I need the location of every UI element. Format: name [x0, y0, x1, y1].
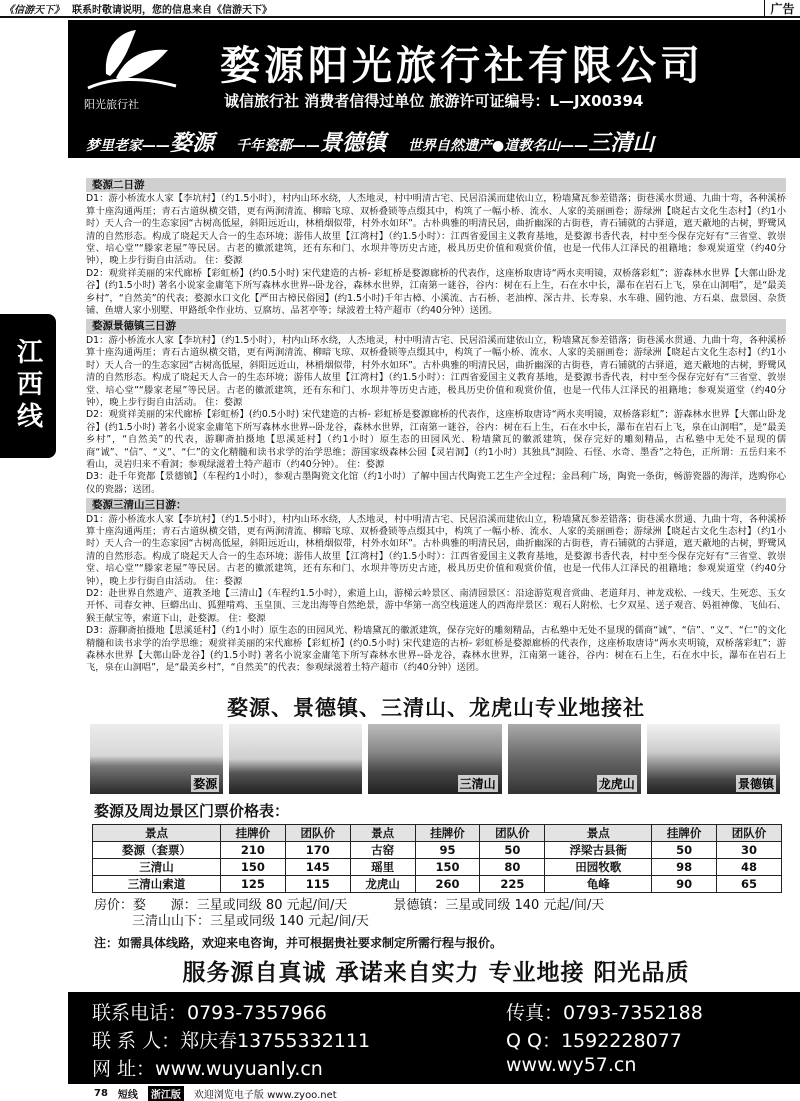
itinerary-day: D2：观赏祥美丽的宋代廊桥【彩虹桥】(约0.5小时) 宋代建造的古桥- 彩虹桥是婺源廊桥的代表作，这座桥取唐诗“两水夹明镜，双桥落彩虹”；游森林水世界【大鄣山卧龙谷】(约1.5小时) 著名小说家金庸笔下所写森林水世界--卧龙谷，森林水世界，江南第一谜谷，谷内：树在石上生，石在水中长，瀑布在岩石上飞，泉在山洞唱”，是“最美乡村”，“自然美”的代表，游聊斋拍摄地【思溪延村】（约1小时）原生态的田园风光、粉墙黛瓦的徽派建筑，保存完好的雕刻精品，古私塾中无处不显现的儒商“诚”、“信”、“义”、“仁”的文化精髓和读书求学的治学思维；游国家级森林公园【灵岩洞】（约1小时）其独具“洞险、石怪、水奇、墨香”之特色，正所谓：五岳归来不看山，灵岩归来不看洞；参观绿滋着土特产超市（约40分钟）。 住：婺源 — [86, 409, 786, 470]
brand-name: 阳光旅行社 — [84, 98, 139, 111]
photo-jingdezhen — [647, 724, 780, 794]
slogan-prefix-3: 世界自然遗产●道教名山—— — [408, 138, 589, 154]
table-cell: 50 — [652, 842, 717, 859]
photo-caption: 龙虎山 — [598, 777, 635, 791]
photo-caption: 婺源 — [193, 777, 218, 791]
footer-section: 短线 — [117, 1090, 138, 1101]
table-cell: 浮梁古县衙 — [545, 842, 652, 859]
slogan-prefix-2: 千年瓷都—— — [236, 138, 321, 154]
table-header: 景点 — [350, 825, 415, 842]
table-cell: 225 — [480, 876, 545, 893]
itinerary-day: D1：游小桥流水人家【李坑村】（约1.5小时），村内山环水绕，人杰地灵，村中明清古宅、民居沿溪而建依山立，粉墙黛瓦参差错落；街巷溪水贯通、九曲十弯，各种溪桥算十座沟通两厓；青石古道纵横交错，更有两涧清流、柳暗飞琼、双桥叠锁等点缀其中，构筑了一幅小桥、流水、人家的美丽画卷；游绿洲【晓起古文化生态村】（约1小时）天人合一的生态家园“古树高低屋，斜阳远近山，林梢烟似带，村外水如环”。古朴典雅的明清民居，曲折幽深的古街巷，青石铺就的古驿道，遮天蔽地的古树，野鹭风清的自然形态。构成了晓起天人合一的生态环境；游伟人故里【江湾村】（约1.5小时）：江西省爱国主义教育基地，是婺源书香代表，村中至今保存完好有“三省堂、敦崇堂、培心堂”“滕家老屋”等民居。古老的徽派建筑，还有东和门、水坝井等历史古迹，极具历史价值和观赏价值，也是一代伟人江泽民的祖籍地；参观炭道堂（约40分钟），晚上步行街自由活动。 住：婺源 — [86, 334, 786, 408]
slogan-sanqingshan: 三清山 — [588, 130, 655, 156]
table-cell: 150 — [220, 859, 285, 876]
contact-qq[interactable]: Q Q：1592228077 — [506, 1030, 682, 1052]
table-header: 团队价 — [285, 825, 350, 842]
photo-sanqingshan — [368, 724, 501, 794]
scenic-photos — [90, 724, 780, 794]
contact-person[interactable]: 联 系 人：郑庆春13755332111 — [92, 1030, 371, 1052]
table-cell: 260 — [415, 876, 480, 893]
table-header: 团队价 — [717, 825, 782, 842]
photo-caption: 景德镇 — [738, 777, 775, 791]
itinerary-day: D1：游小桥流水人家【李坑村】（约1.5小时），村内山环水绕，人杰地灵，村中明清古宅、民居沿溪而建依山立，粉墙黛瓦参差错落；街巷溪水贯通、九曲十弯，各种溪桥算十座沟通两厓；青石古道纵横交错，更有两涧清流、柳暗飞琼、双桥叠锁等点缀其中，构筑了一幅小桥、流水、人家的美丽画卷；游绿洲【晓起古文化生态村】（约1小时）天人合一的生态家园“古树高低屋，斜阳远近山，林梢烟似带，村外水如环”。古朴典雅的明清民居，曲折幽深的古街巷，青石铺就的古驿道，遮天蔽地的古树，野鹭风清的自然形态。构成了晓起天人合一的生态环境；游伟人故里【江湾村】（约1.5小时）：江西省爱国主义教育基地，是婺源书香代表，村中至今保存完好有“三省堂、敦崇堂、培心堂”“滕家老屋”等民居。古老的徽派建筑，还有东和门、水坝井等历史古迹，极具历史价值和观赏价值，也是一代伟人江泽民的祖籍地；参观炭道堂（约40分钟），晚上步行街自由活动。 住：婺源 — [86, 193, 786, 267]
photo-caption: 三清山 — [459, 777, 496, 791]
table-cell: 98 — [652, 859, 717, 876]
contact-notice: 联系时敬请说明，您的信息来自《信游天下》 — [72, 4, 272, 16]
table-cell: 170 — [285, 842, 350, 859]
itinerary-day: D2：赴世界自然遗产、道教圣地【三清山】（车程约1.5小时），索道上山，游梯云岭景区、南清园景区：沿途游览观音赏曲、老道拜月、神龙戏松、一线天、生死恋、玉女开怀、司春女神、巨蟒出山、狐狸啃鸡、玉皇顶、三龙出海等自然绝景，游中华第一高空栈道迷人的西海岸景区：观石人附松、七夕双星、送子观音、妈祖神像、飞仙石、猴王献宝等，索道下山，赴婺源。 住：婺源 — [86, 588, 786, 624]
service-slogan: 服务源自真诚 承诺来自实力 专业地接 阳光品质 — [182, 960, 690, 986]
slogan-wuyuan: 婺源 — [170, 130, 215, 156]
table-cell: 65 — [717, 876, 782, 893]
hotel-price-sanqingshan: 三清山山下：三星或同级 140 元起/间/天 — [132, 914, 369, 929]
hotel-prices — [94, 898, 604, 930]
company-header — [68, 20, 800, 122]
table-cell: 90 — [652, 876, 717, 893]
edition-badge: 浙江版 — [148, 1086, 184, 1101]
contact-panel — [68, 992, 800, 1084]
table-header: 团队价 — [480, 825, 545, 842]
region-side-tab: 江西线 — [0, 314, 56, 458]
table-cell: 瑶里 — [350, 859, 415, 876]
table-cell: 龟峰 — [545, 876, 652, 893]
itinerary-day: D2：观赏祥美丽的宋代廊桥【彩虹桥】(约0.5小时) 宋代建造的古桥- 彩虹桥是婺源廊桥的代表作，这座桥取唐诗“两水夹明镜，双桥落彩虹”；游森林水世界【大鄣山卧龙谷】(约1.5小时) 著名小说家金庸笔下所写森林水世界--卧龙谷，森林水世界，江南第一谜谷，谷内：树在石上生，石在水中长，瀑布在岩石上飞，泉在山洞唱”，是“最美乡村”，“自然美”的代表；婺源水口文化【严田古樟民俗园】(约1.5小时)千年古樟、小溪流、古石桥、老油榨、深古井、长寿泉、水车碓、圆钓池、方石桌、盘景园、杂货铺、鱼塘人家小别墅、甲路纸伞作业坊、豆腐坊、品茗亭等；绿波着土特产超市（约40分钟）送团。 — [86, 267, 786, 317]
table-cell: 115 — [285, 876, 350, 893]
table-cell: 田园牧歌 — [545, 859, 652, 876]
table-cell: 龙虎山 — [350, 876, 415, 893]
section-title: 婺源二日游 — [86, 178, 786, 192]
footer-url[interactable]: 欢迎浏览电子版 www.zyoo.net — [193, 1090, 337, 1101]
hotel-price-jingdezhen: 景德镇：三星或同级 140 元起/间/天 — [393, 898, 605, 913]
table-cell: 48 — [717, 859, 782, 876]
table-cell: 三清山索道 — [93, 876, 221, 893]
inquiry-note: 注：如需具体线路，欢迎来电咨询，并可根据贵社要求制定所需行程与报价。 — [94, 936, 503, 950]
table-cell: 三清山 — [93, 859, 221, 876]
publication-logo: 《信游天下》 — [4, 4, 64, 16]
table-row — [93, 876, 782, 893]
website-link-2[interactable]: www.wy57.cn — [506, 1054, 637, 1076]
photo-longhushan — [508, 724, 641, 794]
page-number: 78 — [94, 1088, 108, 1099]
table-cell: 古窑 — [350, 842, 415, 859]
contact-phone[interactable]: 联系电话：0793-7357966 — [92, 1002, 327, 1024]
table-cell: 210 — [220, 842, 285, 859]
table-cell: 150 — [415, 859, 480, 876]
itinerary-day: D3：赴千年瓷都【景德镇】（车程约1小时），参观古墨陶瓷文化馆（约1小时）了解中国古代陶瓷工艺生产全过程；金昌利广场，陶瓷一条街，畅游瓷器的海洋，选购你心仪的瓷器；送团。 — [86, 471, 786, 495]
company-title: 婺源阳光旅行社有限公司 — [220, 42, 704, 89]
price-table-title: 婺源及周边景区门票价格表： — [94, 802, 290, 820]
top-bar — [0, 0, 800, 18]
hotel-price-wuyuan: 房价：婺 源：三星或同级 80 元起/间/天 — [94, 898, 348, 913]
table-cell: 145 — [285, 859, 350, 876]
table-row — [93, 859, 782, 876]
itinerary-day: D1：游小桥流水人家【李坑村】（约1.5小时），村内山环水绕，人杰地灵，村中明清古宅、民居沿溪而建依山立，粉墙黛瓦参差错落；街巷溪水贯通、九曲十弯，各种溪桥算十座沟通两厓；青石古道纵横交错，更有两涧清流、柳暗飞琼、双桥叠锁等点缀其中，构筑了一幅小桥、流水、人家的美丽画卷；游绿洲【晓起古文化生态村】（约1小时）天人合一的生态家园“古树高低屋，斜阳远近山，林梢烟似带，村外水如环”。古朴典雅的明清民居，曲折幽深的古街巷，青石铺就的古驿道，遮天蔽地的古树，野鹭风清的自然形态。构成了晓起天人合一的生态环境；游伟人故里【江湾村】（约1.5小时）：江西省爱国主义教育基地，是婺源书香代表，村中至今保存完好有“三省堂、敦崇堂、培心堂”“滕家老屋”等民居。古老的徽派建筑，还有东和门、水坝井等历史古迹，极具历史价值和观赏价值，也是一代伟人江泽民的祖籍地；参观炭道堂（约40分钟），晚上步行街自由活动。 住：婺源 — [86, 513, 786, 587]
table-cell: 80 — [480, 859, 545, 876]
section-title: 婺源景德镇三日游 — [86, 319, 786, 333]
slogan-prefix-1: 梦里老家—— — [86, 138, 170, 154]
destination-slogan — [68, 122, 800, 158]
table-cell: 50 — [480, 842, 545, 859]
table-cell: 95 — [415, 842, 480, 859]
contact-fax: 传真：0793-7352188 — [506, 1002, 703, 1024]
company-subtitle: 诚信旅行社 消费者信得过单位 旅游许可证编号：L—JX00394 — [224, 92, 644, 110]
photo-rock — [229, 724, 362, 794]
itinerary-content — [86, 176, 786, 675]
service-tagline: 婺源、景德镇、三清山、龙虎山专业地接社 — [227, 696, 645, 720]
photo-wuyuan — [90, 724, 223, 794]
slogan-jingdezhen: 景德镇 — [320, 130, 387, 156]
table-cell: 30 — [717, 842, 782, 859]
table-cell: 125 — [220, 876, 285, 893]
table-header-row — [93, 825, 782, 842]
table-header: 挂牌价 — [652, 825, 717, 842]
section-title: 婺源三清山三日游： — [86, 498, 786, 512]
table-header: 景点 — [93, 825, 221, 842]
table-header: 景点 — [545, 825, 652, 842]
table-header: 挂牌价 — [220, 825, 285, 842]
table-cell: 婺源（套票） — [93, 842, 221, 859]
table-header: 挂牌价 — [415, 825, 480, 842]
page-footer — [0, 1086, 800, 1101]
table-row — [93, 842, 782, 859]
ad-label: 广告 — [764, 0, 800, 17]
ticket-price-table — [92, 824, 782, 893]
itinerary-day: D3：游聊斋拍摄地【思溪延村】（约1小时）原生态的田园风光、粉墙黛瓦的徽派建筑，保存完好的雕刻精品，古私塾中无处不显现的儒商“诚”、“信”、“义”、“仁”的文化精髓和读书求学的治学思维；观赏祥美丽的宋代廊桥【彩虹桥】(约0.5小时) 宋代建造的古桥- 彩虹桥是婺源廊桥的代表作，这座桥取唐诗“两水夹明镜，双桥落彩虹”；游森林水世界【大鄣山卧龙谷】(约1.5小时) 著名小说家金庸笔下所写森林水世界--卧龙谷，森林水世界，江南第一谜谷，谷内：树在石上生，石在水中长，瀑布在岩石上飞，泉在山洞唱”，是“最美乡村”，“自然美”的代表；参观绿滋着土特产超市（约40分钟）送团。 — [86, 625, 786, 674]
website-link-1[interactable]: 网 址：www.wuyuanly.cn — [92, 1058, 323, 1080]
